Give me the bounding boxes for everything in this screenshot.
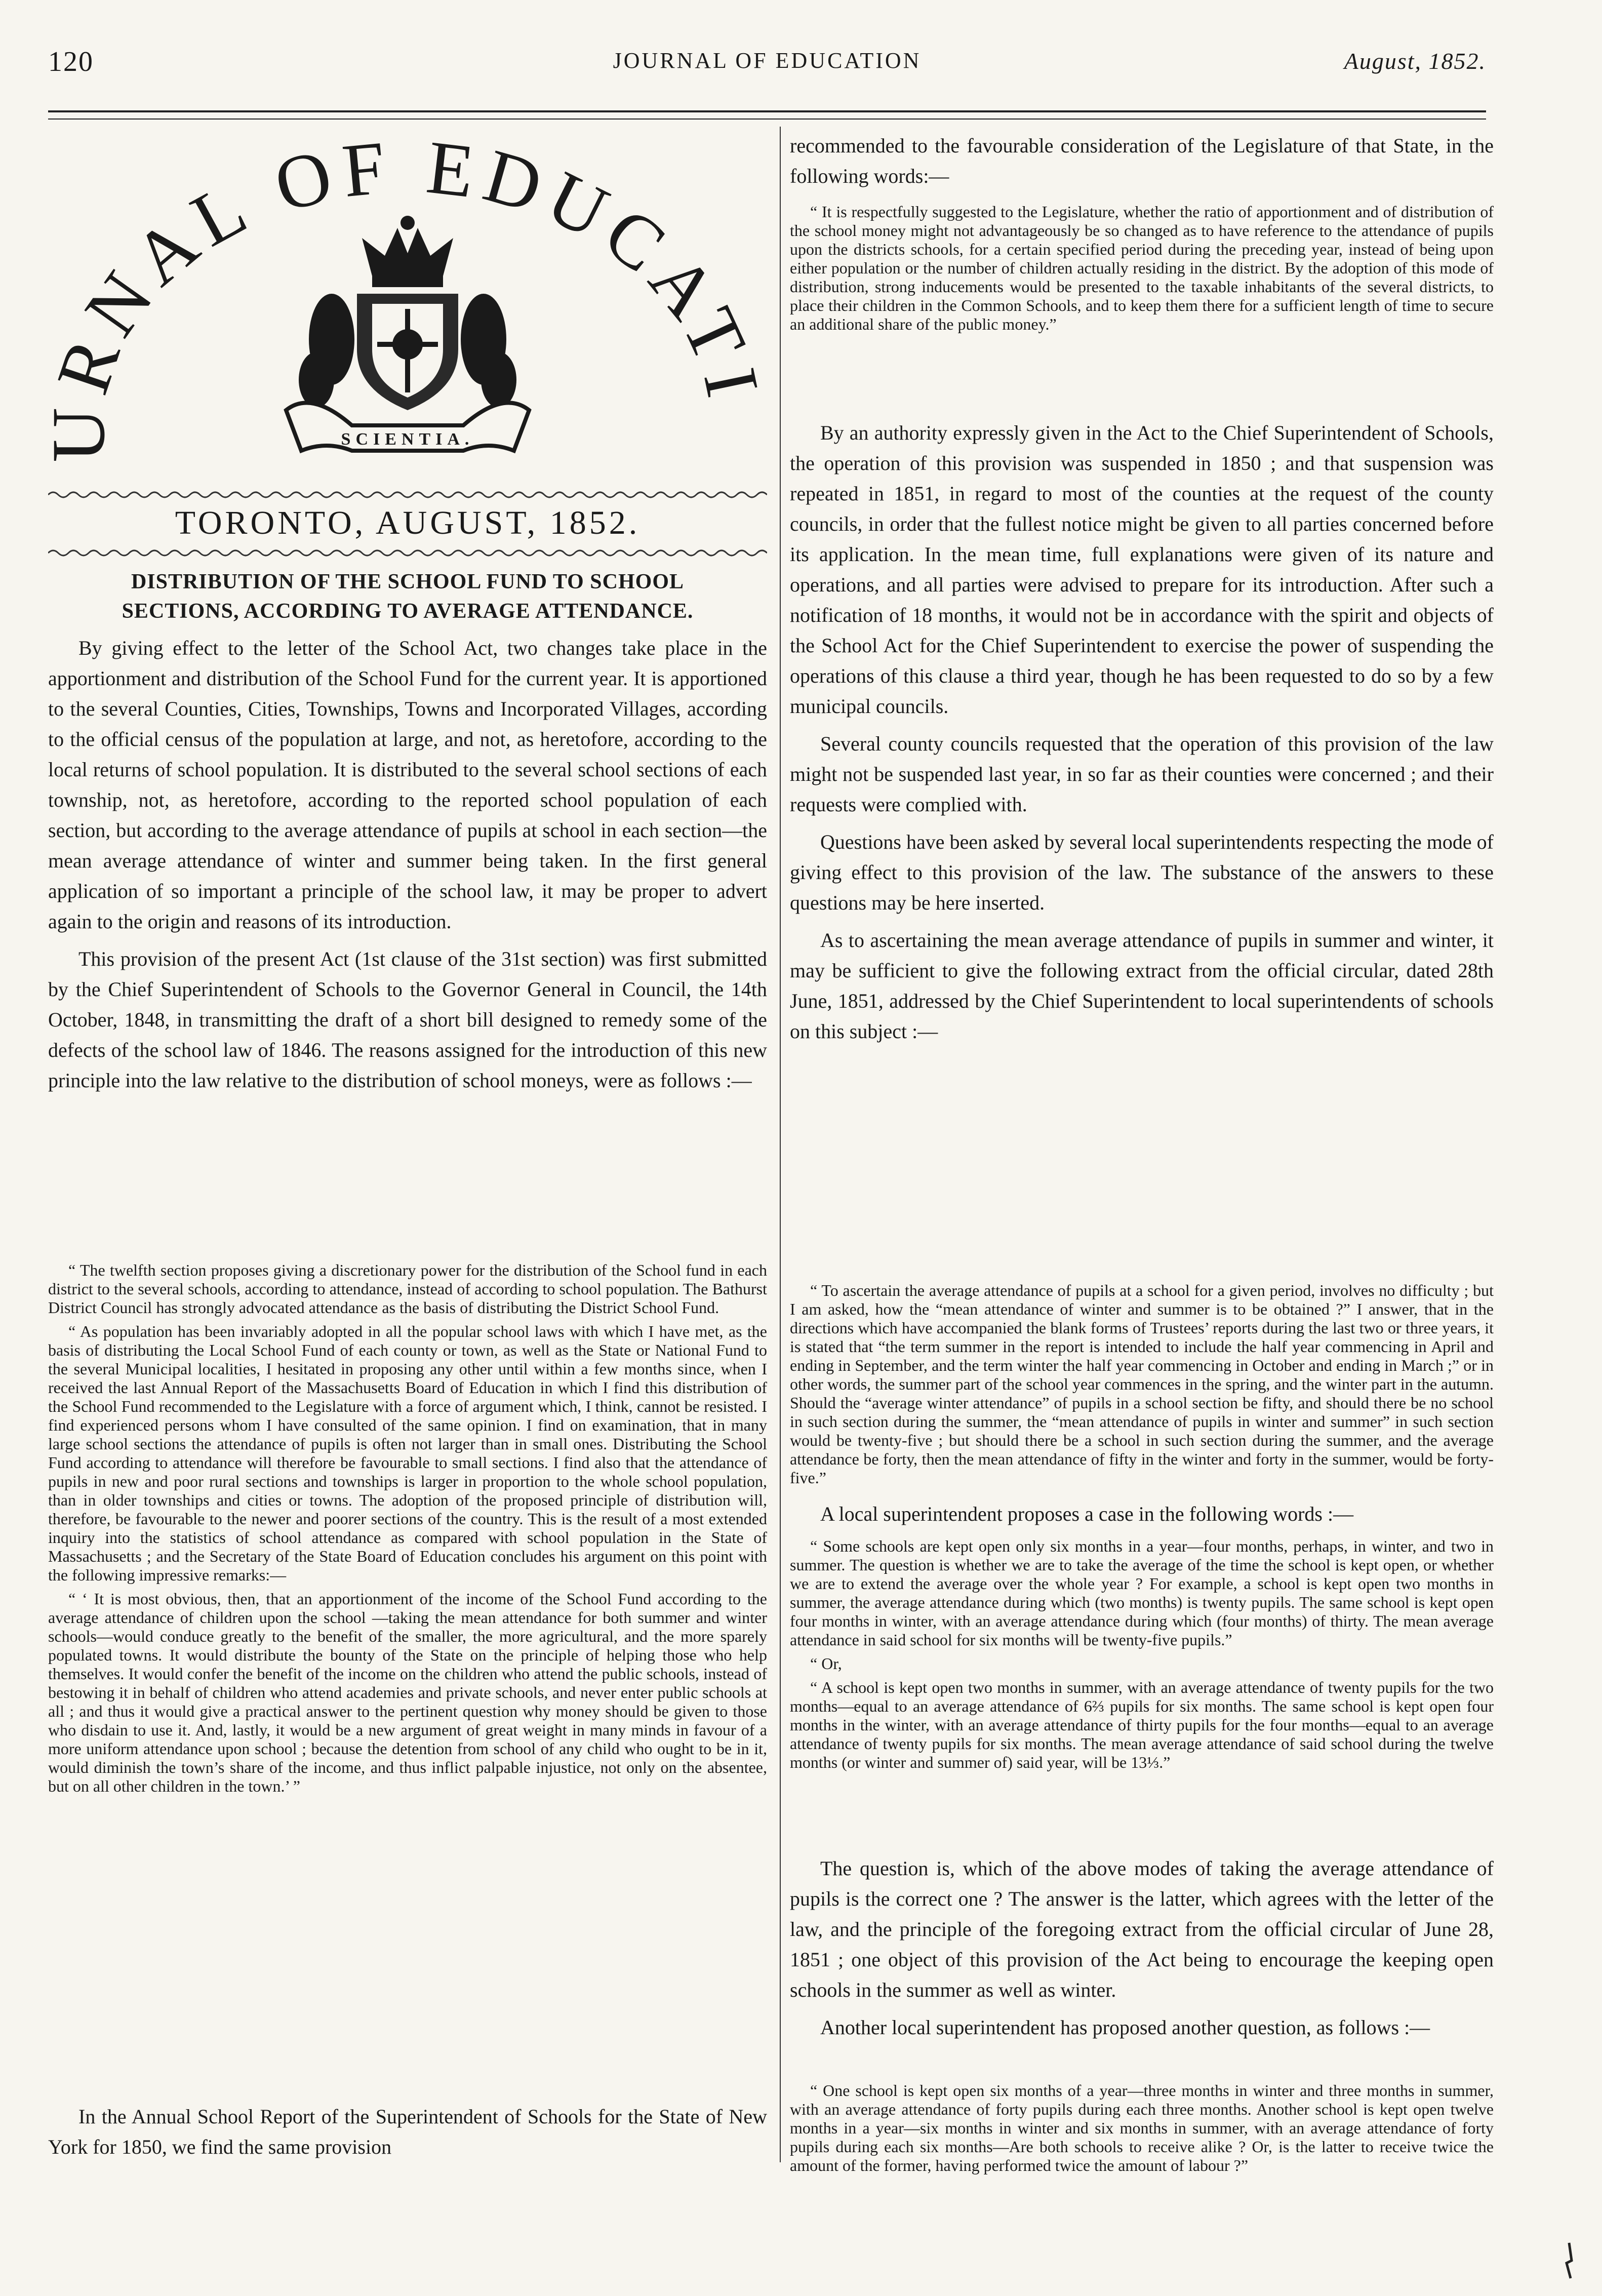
right-paragraph-4: Questions have been asked by several local superintendents respecting the mode of giving effect to this provision of the law. The substance of the answers to these questions may be here inserted.	[790, 830, 1494, 914]
article-heading	[48, 567, 767, 626]
right-body-answer	[790, 1853, 1494, 2050]
issue-date: August, 1852.	[1344, 48, 1486, 74]
right-quote-3: “ Some schools are kept open only six months in a year—four months, perhaps, in winter, and two in summer. The question is whether we are to take the average of the time the school is kept open, or whether we are to extend the average over the whole year ? For example, a school is kept open two months in summer, the average attendance during which (two months) is twenty pupils. The same school is kept open four months in winter, with an average attendance during which (four months) of thirty. The mean average attendance in said school for six months will be twenty-five pupils.”	[790, 1537, 1494, 1649]
right-body-case	[790, 1499, 1494, 1536]
right-paragraph-3: Several county councils requested that the operation of this provision of the law might not be suspended last year, in so far as their counties were concerned ; and their requests were complied with.	[790, 732, 1494, 816]
right-paragraph-1: recommended to the favourable consideration of the Legislature of that State, in the following words:—	[790, 134, 1494, 187]
left-paragraph-1: By giving effect to the letter of the School Act, two changes take place in the apportionment and distribution of the School Fund for the current year. It is apportioned to the several Counties, Cities, Townships, Towns and Incorporated Villages, according to the official census of the population at large, and not, as heretofore, according to the local returns of school population. It is distributed to the several school sections of each township, not, as heretofore, according to the reported school population of each section, but according to the average attendance of pupils at school in each section—the mean average attendance of winter and summer being taken. In the first general application of so important a principle of the school law, it may be proper to advert again to the origin and reasons of its introduction.	[48, 637, 767, 933]
right-paragraph-5: As to ascertaining the mean average attendance of pupils in summer and winter, it may be sufficient to give the following extract from the official circular, dated 28th June, 1851, addressed by the Chief Superintendent to local superintendents of schools on this subject :—	[790, 929, 1494, 1043]
left-quote-block	[48, 1261, 767, 1801]
right-quote-5: “ One school is kept open six months of a year—three months in winter and three months in summer, with an average attendance of forty pupils during each three months. Another school is kept open twelve months in a year—six months in winter and six months in summer, with an average attendance of forty pupils during each six months—Are both schools to receive alike ? Or, is the latter to receive twice the amount of the former, having performed twice the amount of labour ?”	[790, 2081, 1494, 2174]
column-divider	[780, 127, 781, 2162]
masthead-graphic	[48, 127, 767, 491]
left-paragraph-2: This provision of the present Act (1st clause of the 31st section) was first submitted by the Chief Superintendent of Schools to the Governor General in Council, the 14th October, 1848, in transmitting the draft of a short bill designed to remedy some of the defects of the school law of 1846. The reasons assigned for the introduction of this new principle into the law relative to the distribution of school moneys, were as follows :—	[48, 947, 767, 1092]
right-quote-block	[790, 1281, 1494, 1492]
header-rule-thin	[48, 118, 1486, 120]
right-quote-4: “ A school is kept open two months in summer, with an average attendance of twenty pupils for the two months—equal to an average attendance of 6⅔ pupils for six months. The same school is kept open four months in the winter, with an average attendance of thirty pupils for the four months—equal to an average attendance of twenty pupils for six months. The mean average attendance of said school during the twelve months (or winter and summer of) said year, will be 13⅓.”	[790, 1678, 1494, 1771]
right-body-mid	[790, 418, 1494, 1054]
right-quote-2: “ To ascertain the average attendance of pupils at a school for a given period, involves no difficulty ; but I am asked, how the “mean attendance of winter and summer is to be obtained ?” I answer, that in the directions which have accompanied the blank forms of Trustees’ reports during the last two or three years, it is stated that “the term summer in the report is intended to include the half year commencing in April and ending in September, and the term winter the half year commencing in October and ending in March ;” or in other words, the summer part of the school year commences in the spring, and the winter part in the autumn. Should the “average winter attendance” of pupils in a school section be fifty, and should there be no school in such section during the summer, the “mean attendance of pupils in winter and summer” in such section would be twenty-five ; but should there be a school in such section during the summer, and the average attendance be forty, then the mean attendance of fifty in the winter and forty in the summer, would be forty-five.”	[790, 1281, 1494, 1487]
article-heading-line1: DISTRIBUTION OF THE SCHOOL FUND TO SCHOOL	[131, 570, 685, 593]
left-paragraph-3: In the Annual School Report of the Superintendent of Schools for the State of New York for 1850, we find the same provision	[48, 2105, 767, 2158]
right-paragraph-7: The question is, which of the above modes of taking the average attendance of pupils is the correct one ? The answer is the latter, which agrees with the letter of the law, and the principle of the foregoing extract from the official circular of June 28, 1851 ; one object of this provision of the Act being to encourage the keeping open schools in the summer as well as winter.	[790, 1857, 1494, 2001]
left-quote-2: “ As population has been invariably adopted in all the popular school laws with which I have met, as the basis of distributing the Local School Fund of each county or town, as well as the State or National Fund to the several Municipal localities, I hesitated in proposing any other until within a few months since, when I received the last Annual Report of the Massachusetts Board of Education in which I find this distribution of the School Fund recommended to the Legislature with a force of argument which, I think, cannot be resisted. I find experienced persons whom I have consulted of the same opinion. I find on examination, that in many large school sections the attendance of pupils is often not larger than in small ones. Distributing the School Fund according to attendance will therefore be favourable to small sections. I find also that the attendance of pupils in new and poor rural sections and townships is larger in proportion to the whole school population, than in older townships and cities or towns. The adoption of the proposed principle of distribution will, therefore, be favourable to the newer and poorer sections of the country. This is the result of a most extended inquiry into the statistics of school attendance as compared with school population in the State of Massachusetts ; and the Secretary of the State Board of Education concludes his argument on this point with the following impressive remarks:—	[48, 1322, 767, 1584]
page-number: 120	[48, 46, 94, 77]
crest-shield-icon	[357, 294, 458, 410]
right-quote-1: “ It is respectfully suggested to the Legislature, whether the ratio of apportionment and of distribution of the school money might not advantageously be so changed as to have reference to the attendance of pupils upon the districts schools, for a certain specified period during the preceding year, instead of being upon either population or the number of children actually residing in the district. By the adoption of this mode of distribution, strong inducements would be presented to the taxable inhabitants of the several districts, to place their children in the Common Schools, and to keep them there for a sufficient length of time to secure an additional share of the public money.”	[790, 203, 1494, 333]
masthead	[48, 127, 767, 491]
right-quote-cases	[790, 1537, 1494, 1777]
right-quote-ny	[790, 203, 1494, 339]
crown-icon	[362, 216, 453, 287]
left-body-closing	[48, 2102, 767, 2169]
right-quote-or: “ Or,	[810, 1654, 842, 1673]
right-body-open	[790, 131, 1494, 199]
ink-mark-icon	[1556, 2240, 1582, 2281]
right-paragraph-2: By an authority expressly given in the Act to the Chief Superintendent of Schools, the operation of this provision was suspended in 1850 ; and that suspension was repeated in 1851, in regard to most of the counties at the request of the county councils, in order that the fullest notice might be given to all parties concerned before its application. In the mean time, full explanations were given of its nature and operations, and all parties were advised to prepare for its introduction. After such a notification of 18 months, it would not be in accordance with the spirit and objects of the School Act for the Chief Superintendent to exercise the power of suspending the operations of this clause a third year, though he has been requested to do so by a few municipal councils.	[790, 421, 1494, 718]
left-body-intro	[48, 633, 767, 1103]
wavy-rule-lower	[48, 547, 767, 559]
masthead-motto: SCIENTIA.	[341, 430, 474, 449]
masthead-arc-title: RNAL OF EDUCAT	[48, 127, 766, 404]
right-paragraph-8: Another local superintendent has proposed another question, as follows :—	[820, 2016, 1430, 2039]
right-paragraph-6: A local superintendent proposes a case in the following words :—	[820, 1502, 1354, 1525]
left-quote-1: “ The twelfth section proposes giving a discretionary power for the distribution of the School fund in each district to the several schools, according to attendance, instead of according to school population. The Bathurst District Council has strongly advocated attendance as the basis of distributing the District School Fund.	[48, 1261, 767, 1317]
dateline: TORONTO, AUGUST, 1852.	[175, 504, 640, 541]
journal-title: JOURNAL OF EDUCATION	[613, 48, 922, 73]
running-head	[48, 35, 1486, 81]
header-rule	[48, 110, 1486, 112]
article-heading-line2: SECTIONS, ACCORDING TO AVERAGE ATTENDANCE.	[122, 600, 694, 623]
wavy-rule-upper	[48, 489, 767, 501]
left-quote-3: “ ‘ It is most obvious, then, that an apportionment of the income of the School Fund according to the average attendance of children upon the school —taking the mean attendance for both summer and winter schools—would conduce greatly to the benefit of the smaller, the more agricultural, and the more sparely populated towns. It would distribute the bounty of the State on the principle of helping those who help themselves. It would confer the benefit of the income on the children who attend the public schools, instead of bestowing it in behalf of children who attend academies and private schools, and never enter public schools at all ; and thus it would give a practical answer to the pertinent question why money should be given to those who disdain to use it. And, lastly, it would be a new argument of great weight in many minds in favour of a more uniform attendance upon school ; because the detention from school of any child who ought to be in it, would diminish the town’s share of the income, and thus inflict palpable injustice, not only on the absentee, but on all other children in the town.’ ”	[48, 1590, 767, 1795]
right-quote-final	[790, 2081, 1494, 2180]
